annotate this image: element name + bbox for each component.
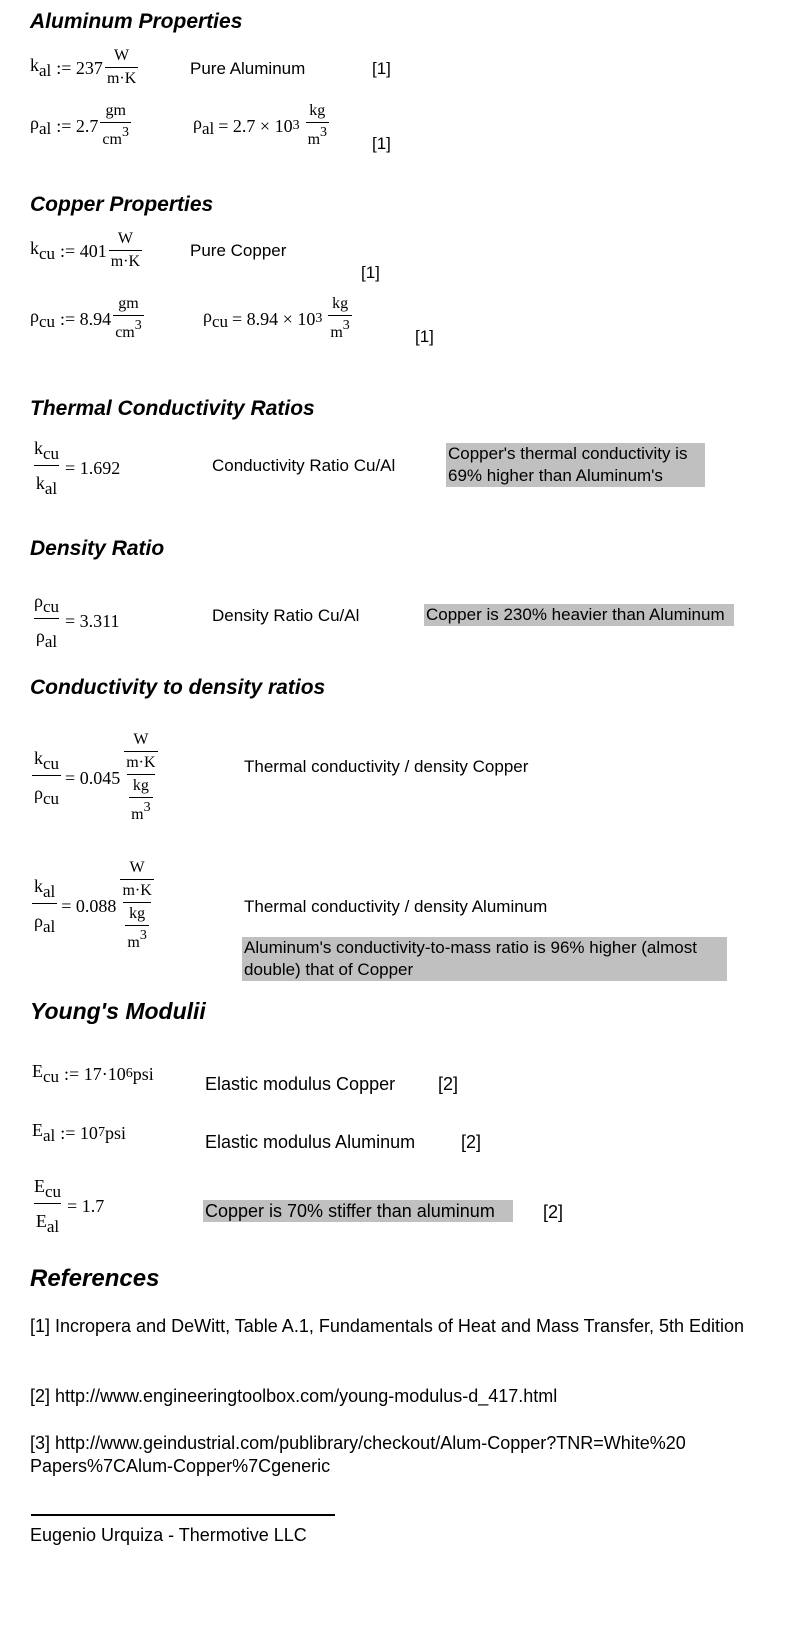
label-density-ratio: Density Ratio Cu/Al (212, 606, 360, 625)
author-footer: Eugenio Urquiza - Thermotive LLC (30, 1525, 307, 1545)
equation-e-ratio: $\frac{E_{cu}}{E_{al}}$ = 1.7 (34, 1176, 105, 1236)
equation-k-cu: $k_{cu}$ := 401 $\frac{W}{m\cdot K}$ (30, 230, 141, 270)
label-cond-density-copper: Thermal conductivity / density Copper (244, 757, 529, 776)
reference-1: [1] Incropera and DeWitt, Table A.1, Fundamentals of Heat and Mass Transfer, 5th Edition (30, 1316, 745, 1336)
highlight-note-cond-density: Aluminum's conductivity-to-mass ratio is 96% higher (almost double) that of Copper (242, 937, 727, 981)
signature-rule (31, 1514, 335, 1516)
equation-e-cu: $E_{cu}$ := 17·10 6 psi (32, 1061, 154, 1086)
symbol: $k_{al}$ (30, 55, 52, 80)
ref-marker: [2] (438, 1074, 459, 1094)
highlight-note-density: Copper is 230% heavier than Aluminum (424, 604, 734, 626)
ref-marker: [1] (372, 134, 391, 153)
equation-rho-al (30, 103, 131, 148)
ref-marker: [2] (543, 1202, 564, 1222)
section-heading-copper: Copper Properties (30, 193, 214, 216)
section-heading-aluminum: Aluminum Properties (30, 10, 243, 33)
ref-marker: [1] (361, 263, 380, 282)
result-rho-al: $\rho_{al}$ = 2.7 × 10 3 $\frac{kg}{m^3}$ (193, 102, 328, 148)
equation-rho-cu: $\rho_{cu}$ := 8.94 $\frac{gm}{cm^3}$ (30, 295, 142, 341)
label-elastic-copper: Elastic modulus Copper (205, 1074, 396, 1094)
assign-value: := 237 (56, 57, 103, 78)
label-elastic-aluminum: Elastic modulus Aluminum (205, 1132, 416, 1152)
equation-k-al (30, 48, 138, 87)
section-heading-density-ratio: Density Ratio (30, 537, 165, 560)
ref-marker: [2] (461, 1132, 482, 1152)
note-pure-copper: Pure Copper (190, 241, 287, 260)
equation-rho-ratio: $\frac{\rho_{cu}}{\rho_{al}}$ = 3.311 (34, 591, 120, 651)
unit-fraction: $\frac{W}{m\cdot K}$ (106, 47, 137, 87)
result-rho-cu: $\rho_{cu}$ = 8.94 × 10 3 $\frac{kg}{m^3}$ (203, 295, 350, 341)
equation-e-al: $E_{al}$ := 10 7 psi (32, 1120, 126, 1145)
section-heading-thermal-ratio: Thermal Conductivity Ratios (30, 397, 315, 420)
highlight-note-stiffness: Copper is 70% stiffer than aluminum (203, 1200, 513, 1222)
highlight-note-conductivity: Copper's thermal conductivity is 69% higher than Aluminum's (446, 443, 705, 487)
section-heading-references: References (30, 1265, 160, 1292)
section-heading-youngs: Young's Modulii (30, 998, 206, 1024)
note-pure-aluminum: Pure Aluminum (190, 59, 306, 78)
reference-2: [2] http://www.engineeringtoolbox.com/young-modulus-d_417.html (30, 1386, 558, 1406)
label-cond-density-aluminum: Thermal conductivity / density Aluminum (244, 897, 548, 916)
reference-3: [3] http://www.geindustrial.com/publibrary/checkout/Alum-Copper?TNR=White%20 Papers%7CAlum-Copper%7Cgeneric (30, 1433, 686, 1476)
ref-marker: [1] (415, 327, 434, 346)
assign-value: := 2.7 (56, 115, 99, 136)
equation-kcu-rhocu: $\frac{k_{cu}}{\rho_{cu}}$ = 0.045 $\frac{\frac{W}{m\cdot K}}{\frac{kg}{m^3}}$ (34, 731, 156, 823)
section-heading-cond-density: Conductivity to density ratios (30, 676, 326, 699)
label-conductivity-ratio: Conductivity Ratio Cu/Al (212, 456, 396, 475)
symbol: $\rho_{al}$ (30, 113, 52, 138)
ref-marker: [1] (372, 59, 391, 78)
unit-fraction: $\frac{gm}{cm^3}$ (102, 102, 129, 148)
equation-k-ratio: $\frac{k_{cu}}{k_{al}}$ = 1.692 (34, 438, 121, 498)
equation-kal-rhoal: $\frac{k_{al}}{\rho_{al}}$ = 0.088 $\frac{\frac{W}{m\cdot K}}{\frac{kg}{m^3}}$ (34, 859, 152, 951)
